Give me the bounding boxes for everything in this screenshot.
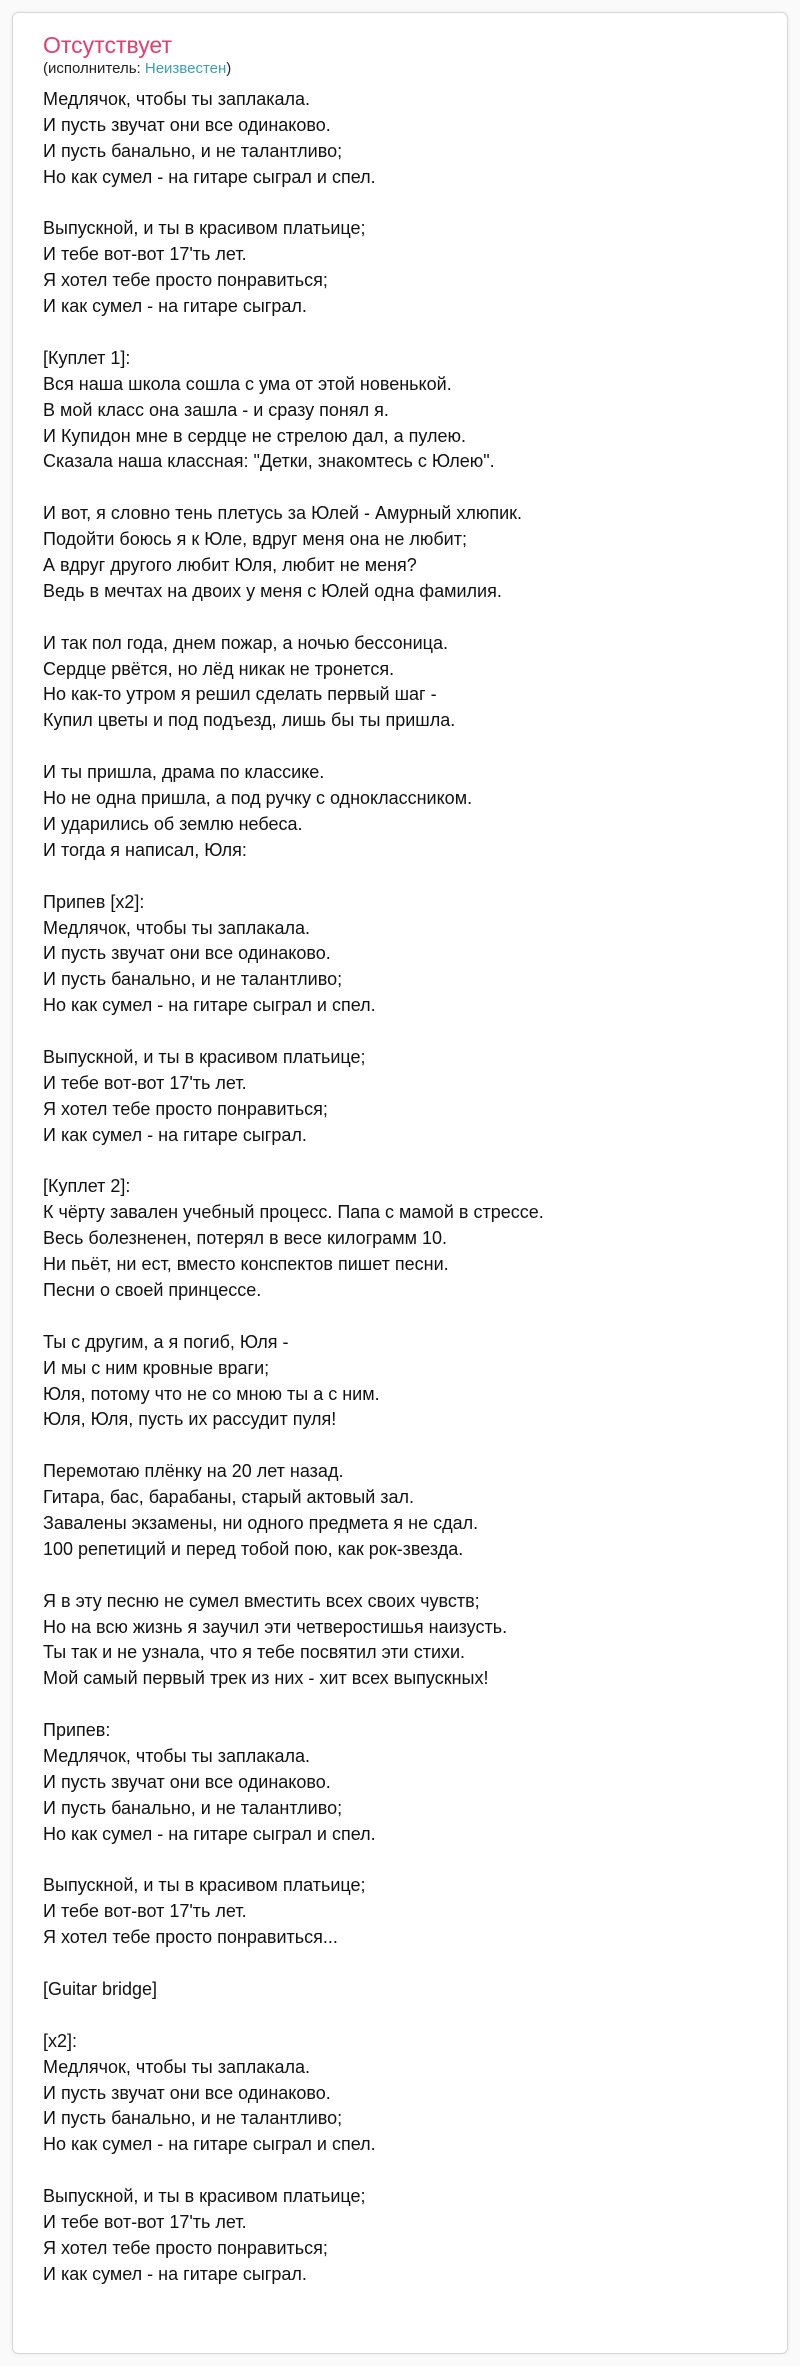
lyric-blank-line <box>43 2158 787 2184</box>
lyric-line: Выпускной, и ты в красивом платьице; <box>43 1046 366 1067</box>
lyric-line: Ведь в мечтах на двоих у меня с Юлей одна фамилия. <box>43 580 502 601</box>
lyric-line: И тебе вот-вот 17'ть лет. <box>43 244 247 265</box>
lyric-blank-line <box>43 1692 787 1718</box>
lyric-blank-line <box>43 475 787 501</box>
lyric-blank-line <box>43 734 787 760</box>
lyric-line: Ни пьёт, ни ест, вместо конспектов пишет песни. <box>43 1254 449 1275</box>
lyric-line: И пусть звучат они все одинаково. <box>43 943 331 964</box>
lyric-line: Но как сумел - на гитаре сыграл и спел. <box>43 1823 376 1844</box>
lyric-line: Сердце рвётся, но лёд никак не тронется. <box>43 658 395 679</box>
artist-link[interactable]: Неизвестен <box>144 60 227 77</box>
lyric-line: Но не одна пришла, а под ручку с одноклассником. <box>43 788 473 809</box>
lyric-line: Юля, Юля, пусть их рассудит пуля! <box>43 1409 337 1430</box>
artist-prefix: (исполнитель: <box>43 60 145 77</box>
artist-line <box>43 59 787 79</box>
lyric-line: Припев [x2]: <box>43 891 145 912</box>
lyric-line: И пусть звучат они все одинаково. <box>43 114 331 135</box>
lyric-line: [Guitar bridge] <box>43 1979 158 2000</box>
lyric-line: И пусть банально, и не талантливо; <box>43 969 343 990</box>
lyric-line: Выпускной, и ты в красивом платьице; <box>43 2186 366 2207</box>
lyric-line: [Куплет 1]: <box>43 347 131 368</box>
lyric-line: Припев: <box>43 1720 111 1741</box>
lyric-blank-line <box>43 1951 787 1977</box>
lyric-line: Мой самый первый трек из них - хит всех выпускных! <box>43 1668 489 1689</box>
lyric-line: И пусть банально, и не талантливо; <box>43 1797 343 1818</box>
lyric-blank-line <box>43 320 787 346</box>
lyric-line: Ты так и не узнала, что я тебе посвятил эти стихи. <box>43 1642 466 1663</box>
lyric-line: И как сумел - на гитаре сыграл. <box>43 2263 307 2284</box>
lyric-line: И пусть банально, и не талантливо; <box>43 2108 343 2129</box>
lyric-line: Купил цветы и под подъезд, лишь бы ты пришла. <box>43 710 456 731</box>
lyric-line: И пусть звучат они все одинаково. <box>43 2082 331 2103</box>
lyric-line: И ты пришла, драма по классике. <box>43 762 325 783</box>
lyric-line: В мой класс она зашла - и сразу понял я. <box>43 399 389 420</box>
lyric-blank-line <box>43 864 787 890</box>
lyric-line: И тебе вот-вот 17'ть лет. <box>43 2212 247 2233</box>
lyric-line: Вся наша школа сошла с ума от этой новенькой. <box>43 373 452 394</box>
lyric-line: Медлячок, чтобы ты заплакала. <box>43 89 311 109</box>
lyric-line: Ты с другим, а я погиб, Юля - <box>43 1331 289 1352</box>
lyric-line: И пусть банально, и не талантливо; <box>43 140 343 161</box>
lyric-line: И ударились об землю небеса. <box>43 813 303 834</box>
lyric-line: Но как сумел - на гитаре сыграл и спел. <box>43 166 376 187</box>
lyric-line: Весь болезненен, потерял в весе килограмм 10. <box>43 1228 447 1249</box>
lyric-line: Я хотел тебе просто понравиться... <box>43 1927 338 1948</box>
lyric-line: Медлячок, чтобы ты заплакала. <box>43 917 311 938</box>
lyric-line: Сказала наша классная: "Детки, знакомтесь с Юлею". <box>43 451 495 472</box>
lyric-line: И мы с ним кровные враги; <box>43 1357 270 1378</box>
lyric-line: И тебе вот-вот 17'ть лет. <box>43 1072 247 1093</box>
song-title: Отсутствует <box>43 32 172 58</box>
lyric-line: Но как сумел - на гитаре сыграл и спел. <box>43 995 376 1016</box>
lyric-blank-line <box>43 605 787 631</box>
lyric-blank-line <box>43 1304 787 1330</box>
lyric-line: И вот, я словно тень плетусь за Юлей - Амурный хлюпик. <box>43 503 523 524</box>
lyric-line: Я в эту песню не сумел вместить всех своих чувств; <box>43 1590 480 1611</box>
lyric-line: 100 репетиций и перед тобой пою, как рок-звезда. <box>43 1538 464 1559</box>
lyric-line: Завалены экзамены, ни одного предмета я не сдал. <box>43 1512 479 1533</box>
lyric-blank-line <box>43 1433 787 1459</box>
lyric-line: А вдруг другого любит Юля, любит не меня? <box>43 555 417 576</box>
lyric-line: Но на всю жизнь я заучил эти четверостишья наизусть. <box>43 1616 508 1637</box>
lyric-line: И как сумел - на гитаре сыграл. <box>43 296 307 317</box>
lyric-blank-line <box>43 191 787 217</box>
lyric-line: И тогда я написал, Юля: <box>43 839 247 860</box>
lyric-line: Я хотел тебе просто понравиться; <box>43 2237 328 2258</box>
lyric-line: Гитара, бас, барабаны, старый актовый зал. <box>43 1487 415 1508</box>
lyric-line: Я хотел тебе просто понравиться; <box>43 1098 328 1119</box>
lyric-line: И тебе вот-вот 17'ть лет. <box>43 1901 247 1922</box>
lyric-line: [Куплет 2]: <box>43 1176 131 1197</box>
lyric-line: [x2]: <box>43 2030 78 2051</box>
lyric-line: И Купидон мне в сердце не стрелою дал, а пулею. <box>43 425 467 446</box>
lyric-line: Выпускной, и ты в красивом платьице; <box>43 218 366 239</box>
artist-suffix: ) <box>226 60 232 77</box>
lyric-line: Я хотел тебе просто понравиться; <box>43 270 328 291</box>
lyric-line: Перемотаю плёнку на 20 лет назад. <box>43 1461 344 1482</box>
lyric-blank-line <box>43 1848 787 1874</box>
lyric-line: Медлячок, чтобы ты заплакала. <box>43 2056 311 2077</box>
lyrics-card <box>12 12 788 2354</box>
lyric-line: Медлячок, чтобы ты заплакала. <box>43 1746 311 1766</box>
lyric-line: Но как-то утром я решил сделать первый шаг - <box>43 684 437 705</box>
lyric-blank-line <box>43 2003 787 2029</box>
lyric-line: Но как сумел - на гитаре сыграл и спел. <box>43 2134 376 2155</box>
lyric-blank-line <box>43 1563 787 1589</box>
lyric-line: И так пол года, днем пожар, а ночью бессоница. <box>43 632 448 653</box>
lyric-line: Юля, потому что не со мною ты а с ним. <box>43 1383 380 1404</box>
lyric-line: К чёрту завален учебный процесс. Папа с мамой в стрессе. <box>43 1202 544 1223</box>
lyric-blank-line <box>43 1149 787 1175</box>
lyric-blank-line <box>43 1019 787 1045</box>
lyric-line: И как сумел - на гитаре сыграл. <box>43 1124 307 1145</box>
lyric-line: Песни о своей принцессе. <box>43 1279 262 1300</box>
lyric-line: Выпускной, и ты в красивом платьице; <box>43 1875 366 1896</box>
lyric-line: Подойти боюсь я к Юле, вдруг меня она не любит; <box>43 529 467 550</box>
lyrics-text <box>43 87 787 2288</box>
lyric-line: И пусть звучат они все одинаково. <box>43 1771 331 1792</box>
